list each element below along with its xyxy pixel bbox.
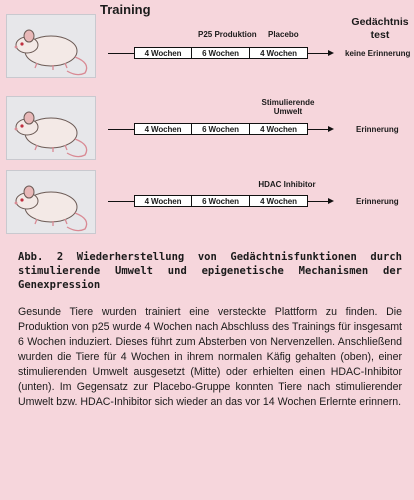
body-paragraph: Gesunde Tiere wurden trainiert eine versteckte Plattform zu finden. Die Produktion von p25 wurde 4 Wochen nach Abschluss des Trainings für insgesamt 6 Wochen induziert. Dieses führt zum Absterben von Nervenzellen. Anschließend wurden die Tiere für 4 Wochen in ihrem normalen Käfig gehalten (oben), einer stimulierenden Umwelt ausgesetzt (Mitte) oder erhielten einen HDAC-Inhibitor (unten). Im Gegensatz zur Placebo-Gruppe konnten Tiere nach stimulierender Umwelt bzw. HDAC-Inhibitor sich wieder an das vor 14 Wochen Erlernte erinnern.: [18, 306, 402, 408]
timeline: [108, 122, 356, 136]
mouse-image: [6, 170, 96, 234]
mouse-illustration: [7, 15, 95, 77]
timeline-box: 6 Wochen: [192, 123, 250, 135]
timeline-lead-line: [108, 129, 134, 130]
timeline-lead-line: [108, 53, 134, 54]
mouse-illustration: [7, 97, 95, 159]
timeline-box: 6 Wochen: [192, 195, 250, 207]
timeline-box: 4 Wochen: [250, 195, 308, 207]
figure-row-hdac: [0, 170, 414, 240]
figure-row-environment: [0, 96, 414, 166]
arrow-right-icon: [308, 201, 332, 202]
phase-label-environment: Stimulierende Umwelt: [261, 98, 315, 116]
timeline-box: 4 Wochen: [250, 47, 308, 59]
phase-label-placebo: Placebo: [268, 30, 299, 39]
timeline-box: 4 Wochen: [134, 123, 192, 135]
outcome-label: Erinnerung: [356, 125, 399, 134]
timeline-box: 4 Wochen: [134, 195, 192, 207]
mouse-image: [6, 14, 96, 78]
timeline: [108, 46, 356, 60]
mouse-illustration: [7, 171, 95, 233]
mouse-image: [6, 96, 96, 160]
body-text: [18, 305, 402, 410]
outcome-label: keine Erinnerung: [345, 49, 411, 58]
timeline-box: 4 Wochen: [250, 123, 308, 135]
arrow-right-icon: [308, 129, 332, 130]
figure: [0, 0, 414, 240]
timeline-box: 4 Wochen: [134, 47, 192, 59]
memory-test-label: Gedächtnis test: [351, 16, 409, 41]
outcome-label: Erinnerung: [356, 197, 399, 206]
figure-caption: Abb. 2 Wiederherstellung von Gedächtnisfunktionen durch stimulierende Umwelt und epigenetische Mechanismen der Genexpression: [18, 251, 402, 292]
phase-label-hdac: HDAC Inhibitor: [258, 180, 316, 189]
arrow-right-icon: [308, 53, 332, 54]
timeline-box: 6 Wochen: [192, 47, 250, 59]
timeline-lead-line: [108, 201, 134, 202]
phase-label-p25: P25 Produktion: [198, 30, 257, 39]
training-label: Training: [100, 2, 151, 17]
timeline: [108, 194, 356, 208]
figure-row-placebo: [0, 14, 414, 84]
